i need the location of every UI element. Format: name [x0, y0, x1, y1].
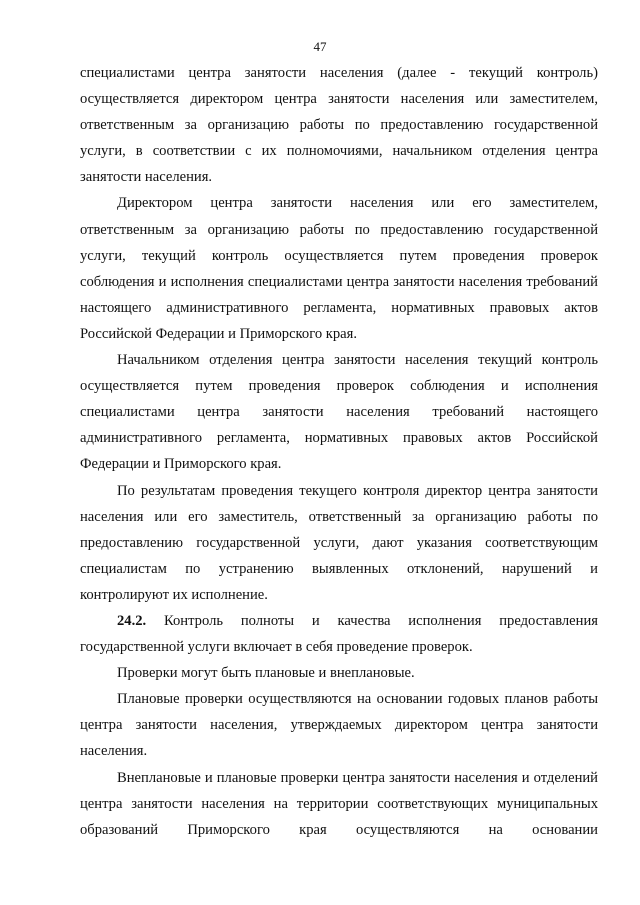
- paragraph-6: Проверки могут быть плановые и внеплановые.: [117, 665, 415, 682]
- paragraph-5-text: Контроль полноты и качества исполнения предоставления государственной услуги включает в себя проведение проверок.: [80, 612, 598, 656]
- page-number: 47: [313, 39, 327, 54]
- paragraph-3: Начальником отделения центра занятости населения текущий контроль осуществляется путем проведения проверок соблюдения и исполнения специалистами центра занятости населения требований настоящего административного регламента, нормативных правовых актов Российской Федерации и Приморского края.: [80, 352, 598, 473]
- paragraph-5: [80, 608, 598, 660]
- paragraph-1: специалистами центра занятости населения (далее - текущий контроль) осуществляется директором центра занятости населения или заместителем, ответственным за организацию работы по предоставлению государственной услуги, в соответствии с их полномочиями, начальником отделения центра занятости населения.: [80, 65, 598, 186]
- document-body: [80, 60, 598, 843]
- section-number: 24.2.: [117, 612, 147, 629]
- paragraph-7: Плановые проверки осуществляются на основании годовых планов работы центра занятости населения, утверждаемых директором центра занятости населения.: [80, 691, 598, 760]
- paragraph-2: Директором центра занятости населения или его заместителем, ответственным за организацию работы по предоставлению государственной услуги, текущий контроль осуществляется путем проведения проверок соблюдения и исполнения специалистами центра занятости населения требований настоящего административного регламента, нормативных правовых актов Российской Федерации и Приморского края.: [80, 195, 598, 342]
- paragraph-4: По результатам проведения текущего контроля директор центра занятости населения или его заместитель, ответственный за организацию работы по предоставлению государственной услуги, дают указания соответствующим специалистам по устранению выявленных отклонений, нарушений и контролируют их исполнение.: [80, 482, 598, 603]
- paragraph-8: Внеплановые и плановые проверки центра занятости населения и отделений центра занятости населения на территории соответствующих муниципальных образований Приморского края осуществляются на основании: [80, 769, 598, 838]
